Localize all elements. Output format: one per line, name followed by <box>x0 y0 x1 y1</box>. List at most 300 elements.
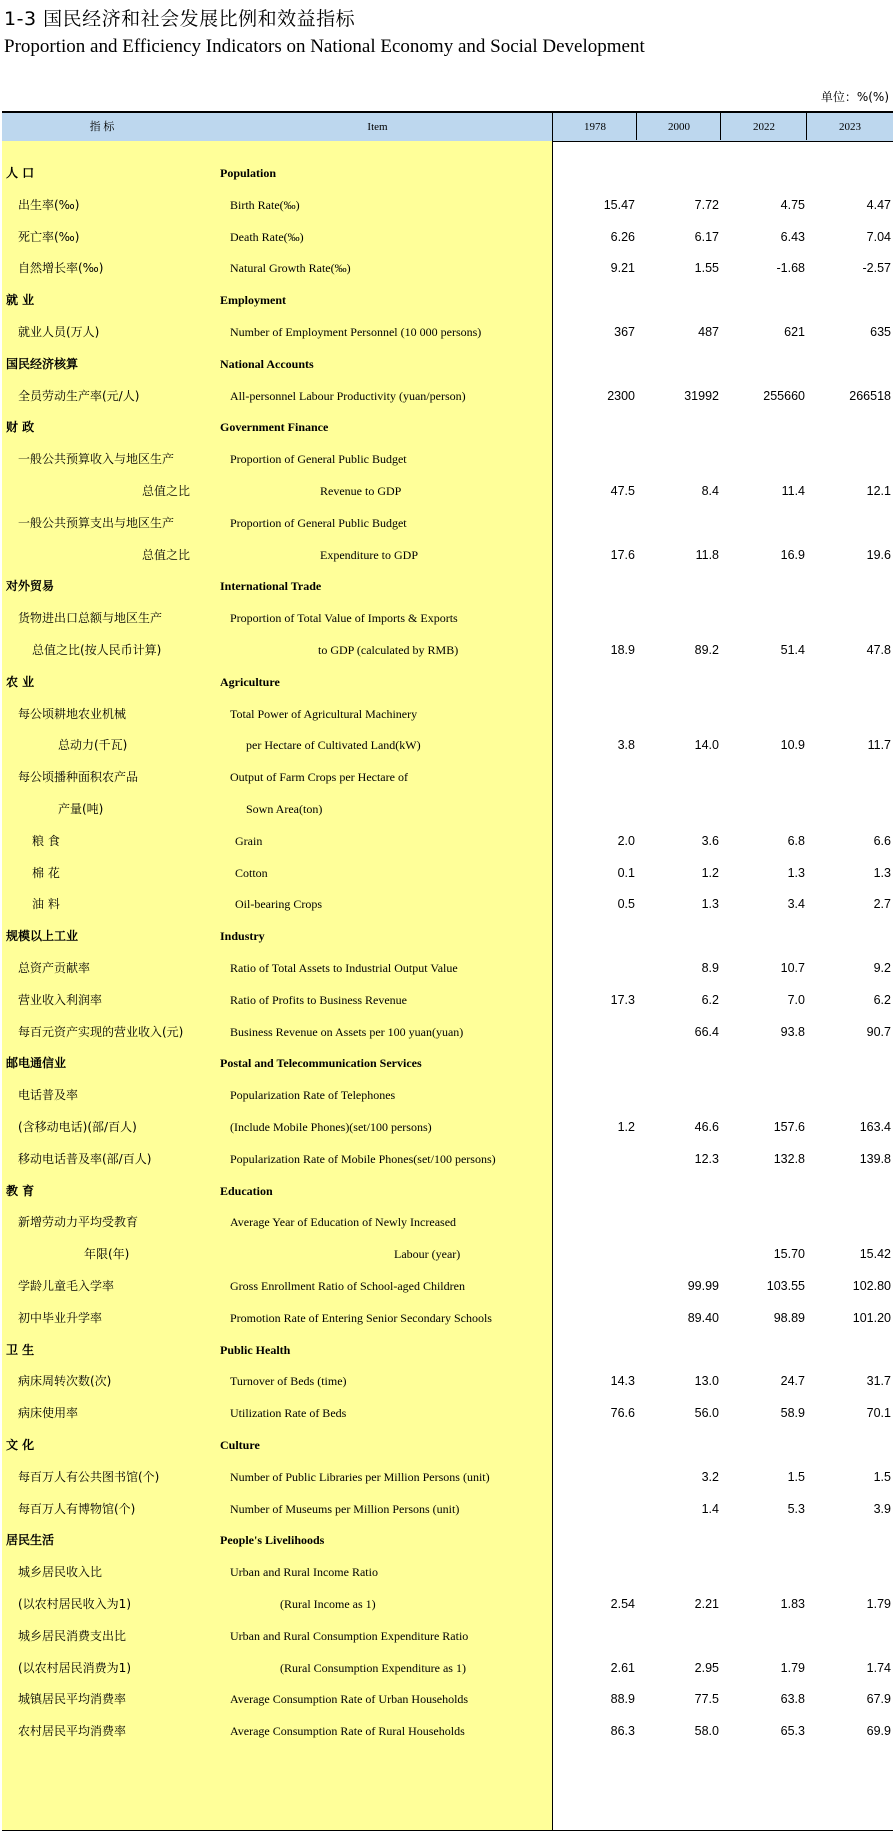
table-row <box>2 443 893 475</box>
cell-value-2023: 12.1 <box>866 484 891 498</box>
cell-value-2022 <box>725 1620 805 1652</box>
row-label-en: Industry <box>220 929 265 944</box>
row-label-en: Revenue to GDP <box>320 484 402 498</box>
cell-value-2022 <box>725 602 805 634</box>
row-label-cn: 卫 生 <box>6 1342 35 1357</box>
cell-value-1978: 0.5 <box>617 897 635 912</box>
cell-value-2000: 3.6 <box>701 833 719 848</box>
table-row <box>2 1461 893 1493</box>
row-label-en: Turnover of Beds (time) <box>230 1374 347 1389</box>
cell-value-2000 <box>639 1620 719 1652</box>
header-year-1978: 1978 <box>584 121 606 133</box>
cell-value-2023 <box>811 507 891 539</box>
cell-value-2022 <box>725 920 805 952</box>
table-row <box>2 475 893 507</box>
row-label-en: Labour (year) <box>394 1247 461 1262</box>
table-row <box>2 1493 893 1525</box>
row-label-en: (Rural Income as 1) <box>280 1597 376 1611</box>
cell-value-1978 <box>555 1302 635 1334</box>
row-label-cn: 一般公共预算支出与地区生产 <box>18 515 175 530</box>
table-row <box>2 380 893 412</box>
row-label-en: Culture <box>220 1438 260 1452</box>
cell-value-2023 <box>811 920 891 952</box>
row-label-cn: 病床使用率 <box>18 1406 79 1421</box>
cell-value-2022 <box>725 761 805 793</box>
row-label-cn: 人 口 <box>6 166 35 180</box>
row-label-en: Employment <box>220 293 286 308</box>
row-label-en: Agriculture <box>220 674 280 689</box>
cell-value-1978 <box>555 666 635 698</box>
cell-value-2023 <box>811 570 891 602</box>
cell-value-2023: 139.8 <box>859 1151 891 1166</box>
cell-value-2000: 6.17 <box>694 229 719 244</box>
cell-value-2000: 14.0 <box>694 738 719 753</box>
cell-value-1978: 15.47 <box>603 197 635 212</box>
row-label-cn: 新增劳动力平均受教育 <box>18 1215 139 1230</box>
row-label-en: Birth Rate(‰) <box>230 197 300 212</box>
cell-value-2023: 47.8 <box>866 643 891 657</box>
cell-value-2022: 24.7 <box>780 1374 805 1389</box>
row-label-cn: 病床周转次数(次) <box>18 1374 112 1389</box>
row-label-en: Natural Growth Rate(‰) <box>230 261 351 276</box>
cell-value-2023: 266518 <box>849 388 891 403</box>
cell-value-2000 <box>639 284 719 316</box>
cell-value-1978 <box>555 920 635 952</box>
cell-value-1978 <box>555 1206 635 1238</box>
cell-value-2023 <box>811 411 891 443</box>
cell-value-2023: 635 <box>870 325 891 339</box>
cell-value-2000: 77.5 <box>694 1692 719 1707</box>
cell-value-1978: 17.3 <box>610 992 635 1007</box>
cell-value-2023 <box>811 1079 891 1111</box>
cell-value-2000 <box>639 920 719 952</box>
cell-value-2000: 1.2 <box>701 865 719 880</box>
cell-value-2000 <box>639 1047 719 1079</box>
row-label-cn: 农 业 <box>6 674 35 689</box>
cell-value-2000 <box>639 1238 719 1270</box>
cell-value-2000 <box>639 698 719 730</box>
cell-value-2022: 6.43 <box>780 229 805 244</box>
row-label-en: Government Finance <box>220 420 329 435</box>
cell-value-1978: 3.8 <box>617 738 635 753</box>
cell-value-2022: 1.79 <box>780 1660 805 1675</box>
cell-value-1978: 9.21 <box>610 261 635 276</box>
cell-value-2000: 8.9 <box>701 961 719 975</box>
cell-value-2000: 2.21 <box>694 1597 719 1611</box>
cell-value-1978: 0.1 <box>617 865 635 880</box>
table-header <box>2 111 893 142</box>
table-row <box>2 1016 893 1048</box>
table-section-row <box>2 1334 893 1366</box>
row-label-cn: 每百万人有公共图书馆(个) <box>18 1469 160 1484</box>
cell-value-2000 <box>639 1334 719 1366</box>
row-label-en: Public Health <box>220 1342 291 1357</box>
cell-value-2022: 6.8 <box>787 833 805 848</box>
cell-value-1978 <box>555 793 635 825</box>
cell-value-1978 <box>555 1175 635 1207</box>
row-label-cn: 每公顷耕地农业机械 <box>18 706 127 721</box>
cell-value-2022 <box>725 157 805 189</box>
cell-value-2000: 6.2 <box>701 992 719 1007</box>
header-divider <box>636 111 637 140</box>
table-row <box>2 221 893 253</box>
cell-value-2023: 70.1 <box>866 1406 891 1421</box>
cell-value-1978 <box>555 1016 635 1048</box>
row-label-cn: 总值之比 <box>142 547 191 562</box>
cell-value-2022 <box>725 666 805 698</box>
row-label-cn: (以农村居民收入为1) <box>18 1597 131 1611</box>
row-label-cn: 城乡居民收入比 <box>18 1565 103 1580</box>
header-divider <box>806 111 807 140</box>
row-label-en: Death Rate(‰) <box>230 229 304 244</box>
row-label-en: Total Power of Agricultural Machinery <box>230 706 418 721</box>
cell-value-2000 <box>639 602 719 634</box>
cell-value-2023: 19.6 <box>866 547 891 562</box>
cell-value-2022: 3.4 <box>787 897 805 912</box>
table-row <box>2 1556 893 1588</box>
cell-value-2000: 11.8 <box>695 547 719 562</box>
table-row <box>2 1397 893 1429</box>
cell-value-1978 <box>555 1524 635 1556</box>
cell-value-1978 <box>555 1047 635 1079</box>
table-row <box>2 189 893 221</box>
row-label-cn: 年限(年) <box>84 1247 130 1262</box>
cell-value-2000: 2.95 <box>694 1660 719 1675</box>
cell-value-2000: 99.99 <box>687 1279 719 1293</box>
table-row <box>2 1652 893 1684</box>
table-row <box>2 698 893 730</box>
cell-value-2022: 98.89 <box>773 1310 805 1325</box>
cell-value-2022: 255660 <box>763 388 805 403</box>
cell-value-2000 <box>639 666 719 698</box>
row-label-en: Proportion of General Public Budget <box>230 515 407 530</box>
row-label-cn: 邮电通信业 <box>6 1056 67 1071</box>
cell-value-2022 <box>725 793 805 825</box>
cell-value-2000: 89.2 <box>694 643 719 657</box>
table-row <box>2 1143 893 1175</box>
cell-value-2023 <box>811 1620 891 1652</box>
row-label-cn: 每百元资产实现的营业收入(元) <box>18 1024 184 1039</box>
row-label-cn: 财 政 <box>6 420 35 435</box>
cell-value-2022: 11.4 <box>781 484 805 498</box>
cell-value-2000 <box>639 1429 719 1461</box>
table-row <box>2 1683 893 1715</box>
cell-value-2000: 31992 <box>684 388 719 403</box>
cell-value-2022: 15.70 <box>773 1247 805 1262</box>
cell-value-2000 <box>639 793 719 825</box>
table-row <box>2 507 893 539</box>
cell-value-1978: 2.61 <box>610 1660 635 1675</box>
cell-value-2023: 102.80 <box>852 1279 891 1293</box>
table-row <box>2 1111 893 1143</box>
cell-value-2022: 7.0 <box>787 992 805 1007</box>
header-year-2022: 2022 <box>753 121 775 133</box>
table-row <box>2 1270 893 1302</box>
cell-value-1978: 1.2 <box>617 1120 635 1134</box>
cell-value-1978 <box>555 1620 635 1652</box>
cell-value-2023: 4.47 <box>866 197 891 212</box>
cell-value-1978: 14.3 <box>610 1374 635 1389</box>
row-label-en: Education <box>220 1183 273 1198</box>
row-label-cn: 电话普及率 <box>18 1088 79 1103</box>
table-row <box>2 888 893 920</box>
cell-value-2023 <box>811 1175 891 1207</box>
row-label-cn: 每公顷播种面积农产品 <box>18 770 139 785</box>
cell-value-1978 <box>555 157 635 189</box>
cell-value-2000: 1.55 <box>694 261 719 276</box>
cell-value-2022 <box>725 507 805 539</box>
row-label-en: Urban and Rural Income Ratio <box>230 1565 378 1580</box>
row-label-cn: 居民生活 <box>6 1533 55 1548</box>
cell-value-2023 <box>811 1047 891 1079</box>
cell-value-2000 <box>639 1206 719 1238</box>
cell-value-2023: 15.42 <box>859 1247 891 1262</box>
row-label-cn: (含移动电话)(部/百人) <box>18 1120 137 1134</box>
cell-value-2022: 1.3 <box>787 865 805 880</box>
cell-value-2000: 1.3 <box>701 897 719 912</box>
cell-value-2023 <box>811 1524 891 1556</box>
page-title-en: Proportion and Efficiency Indicators on National Economy and Social Development <box>4 36 645 57</box>
cell-value-2023: 9.2 <box>873 961 891 975</box>
row-label-cn: 每百万人有博物馆(个) <box>18 1501 136 1516</box>
cell-value-2023: 1.5 <box>873 1469 891 1484</box>
cell-value-2022 <box>725 1524 805 1556</box>
cell-value-2023 <box>811 793 891 825</box>
table-row <box>2 634 893 666</box>
cell-value-2022: 5.3 <box>787 1501 805 1516</box>
cell-value-1978: 47.5 <box>610 484 635 498</box>
cell-value-2023: 7.04 <box>866 229 891 244</box>
table-section-row <box>2 1524 893 1556</box>
cell-value-2023: 6.2 <box>873 992 891 1007</box>
cell-value-1978: 6.26 <box>610 229 635 244</box>
cell-value-2022 <box>725 1047 805 1079</box>
header-year-2000: 2000 <box>668 121 690 133</box>
cell-value-2022: 16.9 <box>780 547 805 562</box>
row-label-en: International Trade <box>220 579 322 594</box>
table-row <box>2 761 893 793</box>
cell-value-2023 <box>811 1429 891 1461</box>
cell-value-1978 <box>555 1334 635 1366</box>
cell-value-2023 <box>811 348 891 380</box>
table-bottom-rule <box>2 1830 893 1831</box>
cell-value-2000 <box>639 411 719 443</box>
cell-value-2022 <box>725 698 805 730</box>
cell-value-2022: -1.68 <box>776 261 805 276</box>
cell-value-2000 <box>639 570 719 602</box>
row-label-en: Population <box>220 166 277 180</box>
cell-value-2000: 487 <box>698 325 719 339</box>
cell-value-2000 <box>639 443 719 475</box>
cell-value-1978: 367 <box>614 325 635 339</box>
cell-value-2023: 6.6 <box>873 833 891 848</box>
row-label-en: All-personnel Labour Productivity (yuan/person) <box>230 388 466 403</box>
cell-value-2023 <box>811 443 891 475</box>
cell-value-2000 <box>639 1524 719 1556</box>
row-label-en: Proportion of Total Value of Imports & Exports <box>230 611 458 626</box>
table-section-row <box>2 411 893 443</box>
cell-value-1978 <box>555 284 635 316</box>
row-label-en: Postal and Telecommunication Services <box>220 1056 422 1071</box>
row-label-en: People's Livelihoods <box>220 1533 325 1548</box>
cell-value-2000: 7.72 <box>694 197 719 212</box>
cell-value-1978 <box>555 443 635 475</box>
cell-value-2023: 90.7 <box>866 1024 891 1039</box>
page-title-cn: 1-3 国民经济和社会发展比例和效益指标 <box>4 8 356 30</box>
cell-value-2023 <box>811 602 891 634</box>
cell-value-1978: 86.3 <box>610 1724 635 1739</box>
row-label-cn: 一般公共预算收入与地区生产 <box>18 452 175 467</box>
cell-value-2022 <box>725 348 805 380</box>
row-label-en: per Hectare of Cultivated Land(kW) <box>246 738 421 753</box>
cell-value-1978 <box>555 761 635 793</box>
cell-value-2023 <box>811 761 891 793</box>
cell-value-2000 <box>639 761 719 793</box>
cell-value-2022: 621 <box>784 325 805 339</box>
cell-value-2000: 13.0 <box>694 1374 719 1389</box>
cell-value-2000: 46.6 <box>694 1120 719 1134</box>
cell-value-2023 <box>811 698 891 730</box>
row-label-en: to GDP (calculated by RMB) <box>318 643 459 657</box>
row-label-en: Gross Enrollment Ratio of School-aged Children <box>230 1279 465 1293</box>
table-row <box>2 252 893 284</box>
cell-value-2022: 10.7 <box>780 961 805 975</box>
cell-value-1978 <box>555 1493 635 1525</box>
row-label-cn: 货物进出口总额与地区生产 <box>18 611 163 626</box>
row-label-en: Expenditure to GDP <box>320 547 418 562</box>
cell-value-1978 <box>555 1143 635 1175</box>
row-label-en: Business Revenue on Assets per 100 yuan(yuan) <box>230 1024 464 1039</box>
cell-value-2023: -2.57 <box>862 261 891 276</box>
cell-value-2022 <box>725 570 805 602</box>
row-label-cn: 死亡率(‰) <box>18 229 80 244</box>
row-label-en: Cotton <box>235 865 268 880</box>
row-label-cn: 总动力(千瓦) <box>58 738 128 753</box>
row-label-en: Average Year of Education of Newly Increased <box>230 1215 457 1230</box>
cell-value-1978 <box>555 1556 635 1588</box>
row-label-cn: 全员劳动生产率(元/人) <box>18 388 140 403</box>
cell-value-2022 <box>725 1334 805 1366</box>
cell-value-2022: 1.83 <box>780 1597 805 1611</box>
row-label-cn: 移动电话普及率(部/百人) <box>18 1151 152 1166</box>
cell-value-2022: 65.3 <box>780 1724 805 1739</box>
cell-value-2023 <box>811 1556 891 1588</box>
row-label-cn: 棉 花 <box>32 865 60 880</box>
table-row <box>2 1206 893 1238</box>
table-row <box>2 857 893 889</box>
cell-value-2000: 3.2 <box>701 1469 719 1484</box>
table-section-row <box>2 348 893 380</box>
cell-value-2022 <box>725 284 805 316</box>
cell-value-2000 <box>639 507 719 539</box>
table-section-row <box>2 570 893 602</box>
row-label-en: Average Consumption Rate of Rural Households <box>230 1724 465 1739</box>
cell-value-2000 <box>639 1175 719 1207</box>
cell-value-2023 <box>811 157 891 189</box>
cell-value-1978 <box>555 1429 635 1461</box>
cell-value-2000 <box>639 1556 719 1588</box>
row-label-en: (Rural Consumption Expenditure as 1) <box>280 1660 466 1675</box>
cell-value-2023: 101.20 <box>852 1310 891 1325</box>
cell-value-2022: 4.75 <box>780 197 805 212</box>
cell-value-1978: 2300 <box>607 388 635 403</box>
row-label-en: Urban and Rural Consumption Expenditure Ratio <box>230 1628 469 1643</box>
cell-value-1978 <box>555 952 635 984</box>
cell-value-2000: 12.3 <box>694 1151 719 1166</box>
cell-value-2023 <box>811 666 891 698</box>
indicator-table <box>2 111 893 1831</box>
row-label-en: Number of Public Libraries per Million Persons (unit) <box>230 1469 490 1484</box>
cell-value-1978 <box>555 698 635 730</box>
cell-value-2022: 103.55 <box>766 1279 805 1293</box>
cell-value-2000: 58.0 <box>694 1724 719 1739</box>
header-divider <box>720 111 721 140</box>
cell-value-2000: 8.4 <box>701 484 719 498</box>
cell-value-1978 <box>555 1270 635 1302</box>
cell-value-2000 <box>639 157 719 189</box>
row-label-en: Average Consumption Rate of Urban Households <box>230 1692 469 1707</box>
row-label-cn: 自然增长率(‰) <box>18 261 104 276</box>
cell-value-2022: 1.5 <box>787 1469 805 1484</box>
cell-value-2022 <box>725 411 805 443</box>
table-section-row <box>2 157 893 189</box>
cell-value-2023: 11.7 <box>867 738 891 753</box>
cell-value-2023: 163.4 <box>859 1120 891 1134</box>
table-row <box>2 984 893 1016</box>
cell-value-2000: 89.40 <box>687 1310 719 1325</box>
row-label-en: Utilization Rate of Beds <box>230 1406 347 1421</box>
table-row <box>2 1079 893 1111</box>
cell-value-2023: 31.7 <box>866 1374 891 1389</box>
table-row <box>2 793 893 825</box>
row-label-cn: 总值之比 <box>142 484 191 498</box>
row-label-cn: 规模以上工业 <box>6 929 79 944</box>
table-row <box>2 316 893 348</box>
cell-value-2022: 132.8 <box>773 1151 805 1166</box>
row-label-en: Oil-bearing Crops <box>235 897 322 912</box>
table-row <box>2 539 893 571</box>
table-row <box>2 1365 893 1397</box>
cell-value-2022 <box>725 1079 805 1111</box>
row-label-cn: 国民经济核算 <box>6 356 79 371</box>
unit-label: 单位：%(%) <box>820 90 889 104</box>
cell-value-2023 <box>811 284 891 316</box>
table-section-row <box>2 1047 893 1079</box>
cell-value-1978 <box>555 411 635 443</box>
table-row <box>2 729 893 761</box>
table-row <box>2 1588 893 1620</box>
row-label-cn: 对外贸易 <box>6 579 55 594</box>
cell-value-1978 <box>555 570 635 602</box>
row-label-en: Number of Employment Personnel (10 000 persons) <box>230 325 482 339</box>
cell-value-1978: 2.54 <box>610 1597 635 1611</box>
cell-value-2022: 58.9 <box>780 1406 805 1421</box>
cell-value-2023: 1.74 <box>866 1660 891 1675</box>
cell-value-2000 <box>639 348 719 380</box>
table-section-row <box>2 1175 893 1207</box>
cell-value-1978 <box>555 507 635 539</box>
cell-value-1978 <box>555 1238 635 1270</box>
cell-value-1978: 76.6 <box>610 1406 635 1421</box>
cell-value-1978: 2.0 <box>617 833 635 848</box>
cell-value-2000 <box>639 1079 719 1111</box>
row-label-en: Popularization Rate of Telephones <box>230 1088 396 1103</box>
cell-value-2023: 2.7 <box>873 897 891 912</box>
cell-value-2023: 1.79 <box>866 1597 891 1611</box>
row-label-cn: 农村居民平均消费率 <box>18 1724 127 1739</box>
row-label-cn: 文 化 <box>6 1438 35 1452</box>
table-row <box>2 1715 893 1747</box>
